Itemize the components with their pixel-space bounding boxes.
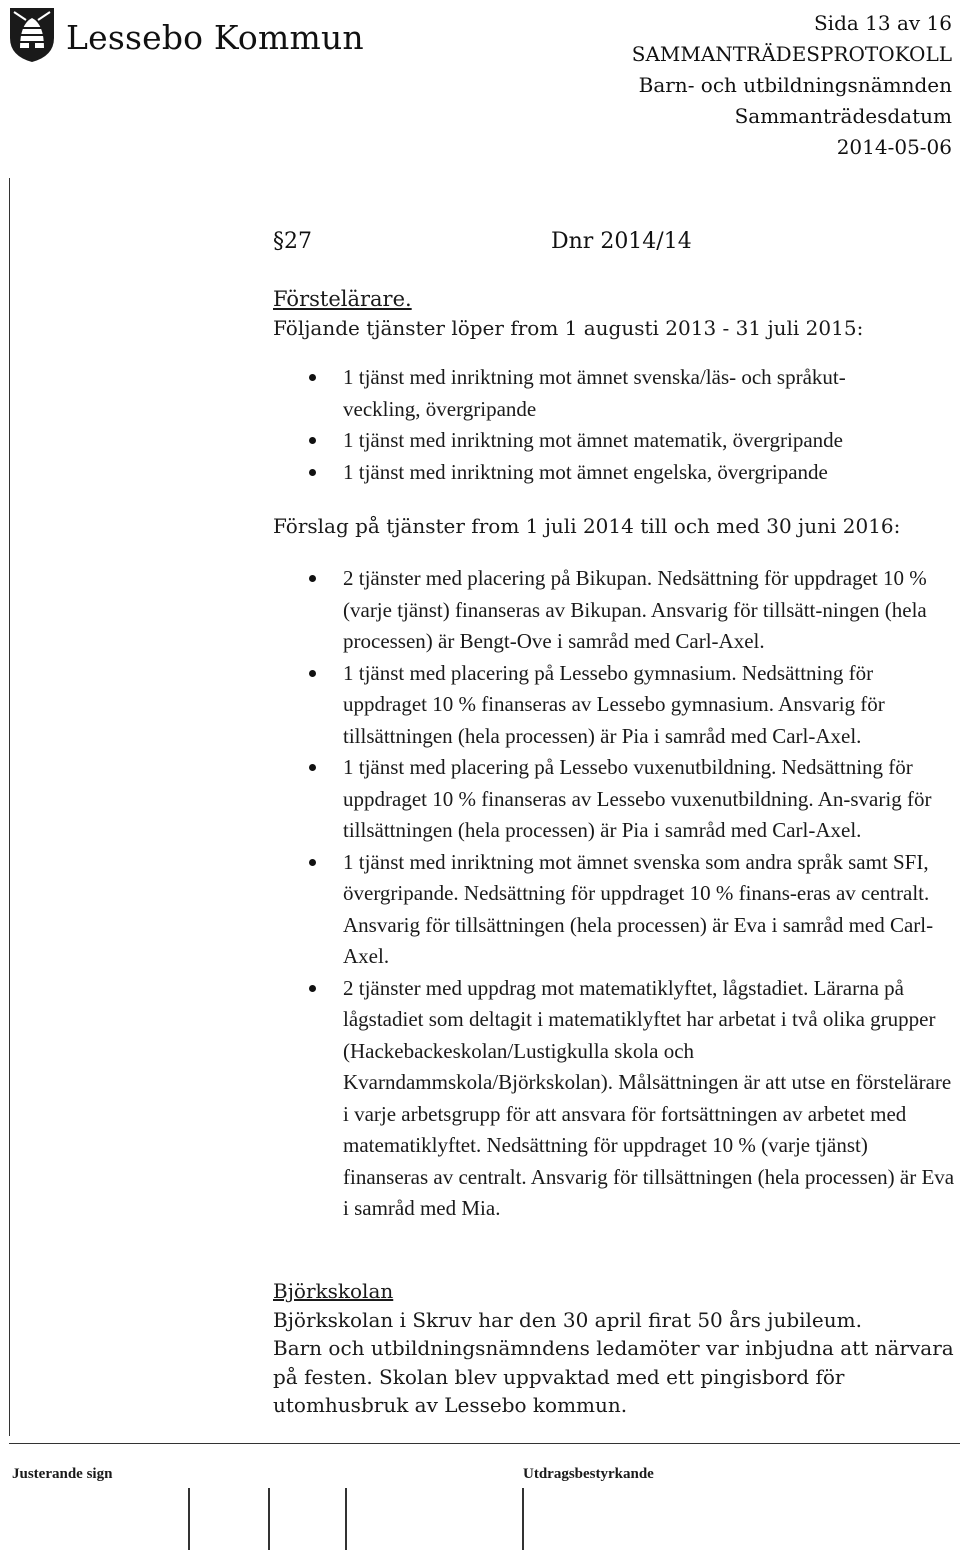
paragraph-heading: [273, 229, 692, 254]
proposed-positions-list: [273, 563, 958, 1225]
beehive-crest-icon: [4, 4, 60, 64]
list-item: 1 tjänst med inriktning mot ämnet svenska som andra språk samt SFI, övergripande. Nedsättning för uppdraget 10 % finans-eras av centralt. Ansvarig för tillsättningen (hela processen) är Eva i samråd med Carl-Axel.: [273, 847, 958, 973]
signature-box-line: [345, 1488, 347, 1550]
bullet-icon: [309, 670, 316, 677]
bullet-icon: [309, 374, 316, 381]
list-item: 1 tjänst med inriktning mot ämnet matematik, övergripande: [273, 425, 913, 457]
section-title-bjorkskolan: Björkskolan: [273, 1279, 394, 1303]
bullet-icon: [309, 859, 316, 866]
intro-text: Följande tjänster löper from 1 augusti 2013 - 31 juli 2015:: [273, 316, 864, 340]
list-item: 1 tjänst med inriktning mot ämnet engelska, övergripande: [273, 457, 913, 489]
footer-divider: [9, 1443, 960, 1444]
list-item: 1 tjänst med inriktning mot ämnet svenska/läs- och språkut-veckling, övergripande: [273, 362, 913, 425]
bullet-icon: [309, 469, 316, 476]
signature-box-line: [188, 1488, 190, 1550]
logo-wordmark: Lessebo Kommun: [66, 18, 364, 57]
list-item: 2 tjänster med placering på Bikupan. Nedsättning för uppdraget 10 % (varje tjänst) finanseras av Bikupan. Ansvarig för tillsätt-ningen (hela processen) är Bengt-Ove i samråd med Carl-Axel.: [273, 563, 958, 658]
current-positions-list: [273, 362, 913, 488]
section-title-forstelarare: Förstelärare.: [273, 287, 412, 311]
list-item: 1 tjänst med placering på Lessebo vuxenutbildning. Nedsättning för uppdraget 10 % finanseras av Lessebo vuxenutbildning. An-svarig för tillsättningen (hela processen) är Pia i samråd med Carl-Axel.: [273, 752, 958, 847]
bjorkskolan-section: [273, 1277, 960, 1420]
meeting-date-label: Sammanträdesdatum: [734, 104, 952, 128]
paragraph-number: §27: [273, 229, 312, 254]
justerande-sign-label: Justerande sign: [12, 1466, 113, 1482]
signature-box-line: [522, 1488, 524, 1550]
page-number: Sida 13 av 16: [813, 11, 952, 35]
document-header: [632, 8, 952, 163]
municipality-logo: [4, 4, 364, 64]
margin-line: [9, 178, 10, 1436]
dnr-number: Dnr 2014/14: [551, 229, 692, 254]
meeting-date: 2014-05-06: [836, 135, 952, 159]
bullet-icon: [309, 575, 316, 582]
document-type: SAMMANTRÄDESPROTOKOLL: [631, 42, 952, 66]
utdragsbestyrkande-label: Utdragsbestyrkande: [523, 1466, 654, 1482]
proposal-intro-text: Förslag på tjänster from 1 juli 2014 till och med 30 juni 2016:: [273, 514, 901, 538]
list-item: 1 tjänst med placering på Lessebo gymnasium. Nedsättning för uppdraget 10 % finanseras av Lessebo gymnasium. Ansvarig för tillsättningen (hela processen) är Pia i samråd med Carl-Axel.: [273, 658, 958, 753]
bjorkskolan-text-1: Björkskolan i Skruv har den 30 april firat 50 års jubileum.: [273, 1307, 862, 1332]
list-item: 2 tjänster med uppdrag mot matematiklyftet, lågstadiet. Lärarna på lågstadiet som deltagit i matematiklyftet har arbetat i två olika grupper (Hackebackeskolan/Lustigkulla skola och Kvarndammskola/Björkskolan). Målsättningen är att utse en förstelärare i varje arbetsgrupp för att ansvara för fortsättningen av arbetet med matematiklyftet. Nedsättning för uppdraget 10 % (varje tjänst) finanseras av centralt. Ansvarig för tillsättningen (hela processen) är Eva i samråd med Mia.: [273, 973, 958, 1225]
committee-name: Barn- och utbildningsnämnden: [638, 73, 952, 97]
bullet-icon: [309, 437, 316, 444]
bullet-icon: [309, 985, 316, 992]
bjorkskolan-text-2: Barn och utbildningsnämndens ledamöter var inbjudna att närvara på festen. Skolan blev uppvaktad med ett pingisbord för utomhusbruk av Lessebo kommun.: [273, 1336, 954, 1417]
signature-box-line: [268, 1488, 270, 1550]
bullet-icon: [309, 764, 316, 771]
